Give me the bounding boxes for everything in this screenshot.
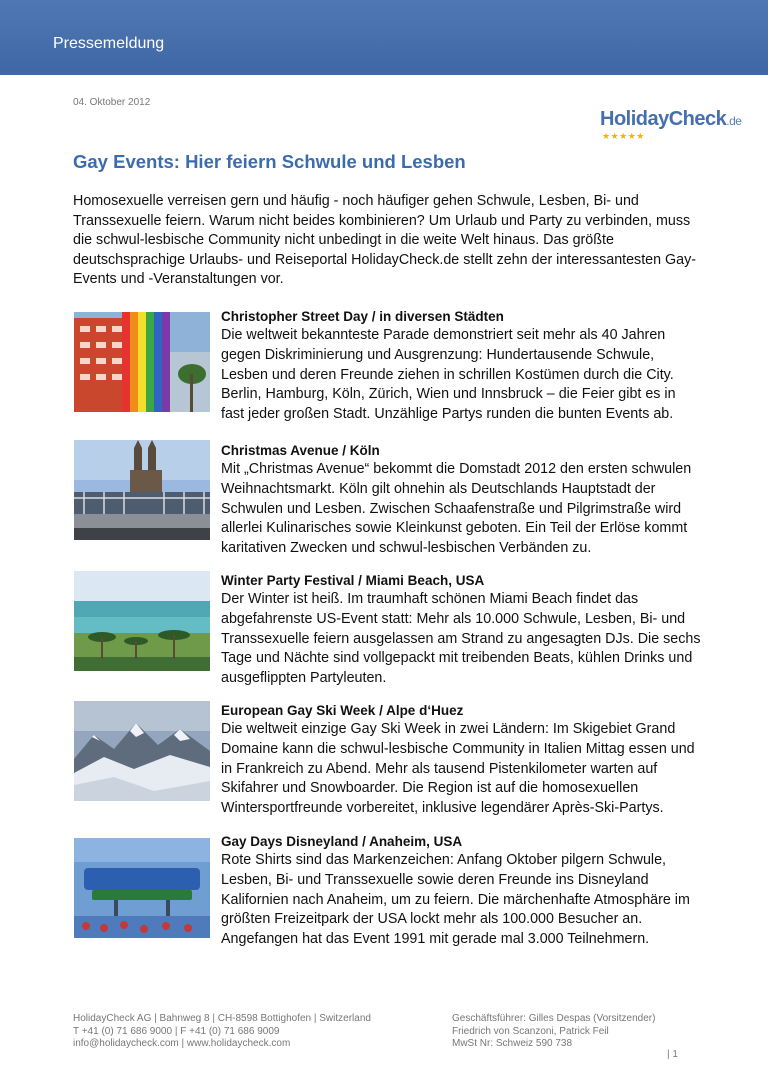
- event-image-alps: [74, 701, 210, 801]
- event-description: Die weltweit einzige Gay Ski Week in zwei Ländern: Im Skigebiet Grand Domaine kann die schwul-lesbische Community in Italien Mittag essen und in Frankreich zu Abend. Mehr als tausend Pistenkilometer warten auf Skifahrer und Snowboarder. Die Region ist auf die homosexuellen Wintersportfreunde vorbereitet, inklusive legendärer Après-Ski-Partys.: [221, 721, 695, 817]
- footer-address: HolidayCheck AG | Bahnweg 8 | CH-8598 Bottighofen | Switzerland: [73, 1013, 371, 1024]
- event-gay-days: [221, 832, 701, 950]
- event-title: Winter Party Festival / Miami Beach, USA: [221, 573, 485, 588]
- page-title: Gay Events: Hier feiern Schwule und Lesben: [73, 151, 466, 172]
- event-description: Der Winter ist heiß. Im traumhaft schönen Miami Beach findet das abgefahrenste US-Event statt: Mehr als 10.000 Schwule, Lesben, Bi- und Transsexuelle feiern ausgelassen am Strand zu angesagten DJs. Die sechs Tage und Nächte sind vollgepackt mit treibenden Beats, kühlen Drinks und ausgeflippten Partyleuten.: [221, 591, 701, 687]
- page-number: | 1: [667, 1049, 678, 1060]
- event-image-csd: [74, 312, 210, 412]
- event-image-miami: [74, 571, 210, 671]
- event-image-disneyland: [74, 838, 210, 938]
- event-title: Christopher Street Day / in diversen Städten: [221, 309, 504, 324]
- logo-wordmark: HolidayCheck.de: [600, 108, 742, 130]
- logo-stars-icon: ★★★★★: [602, 131, 645, 141]
- press-date: 04. Oktober 2012: [73, 97, 151, 108]
- event-ski-week: [221, 701, 701, 819]
- footer-contact: info@holidaycheck.com | www.holidaycheck.com: [73, 1038, 291, 1049]
- footer-management-info: [452, 1013, 655, 1051]
- holidaycheck-logo: [600, 108, 740, 144]
- event-image-cologne: [74, 440, 210, 540]
- event-winter-party: [221, 571, 701, 689]
- footer-vat: MwSt Nr: Schweiz 590 738: [452, 1038, 573, 1049]
- footer-phone: T +41 (0) 71 686 9000 | F +41 (0) 71 686 9009: [73, 1025, 280, 1037]
- header-title: Pressemeldung: [53, 35, 165, 52]
- event-csd: [221, 307, 701, 425]
- event-title: Christmas Avenue / Köln: [221, 443, 380, 458]
- event-description: Die weltweit bekannteste Parade demonstriert seit mehr als 40 Jahren gegen Diskriminierung und Ausgrenzung: Hundertausende Schwule, Lesben und deren Freunde ziehen in schrillen Kostümen durch die City. Berlin, Hamburg, Köln, Zürich, Wien und Innsbruck – die Feier gibt es in fast jeder großen Stadt. Unzählige Partys runden die bunten Events ab.: [221, 327, 676, 423]
- event-title: Gay Days Disneyland / Anaheim, USA: [221, 834, 463, 849]
- footer-company-info: [73, 1013, 371, 1051]
- event-christmas-avenue: [221, 441, 701, 559]
- event-description: Mit „Christmas Avenue“ bekommt die Domstadt 2012 den ersten schwulen Weihnachtsmarkt. Köln gilt ohnehin als Deutschlands Hauptstadt der Schwulen und Lesben. Zwischen Schaafenstraße und Pilgrimstraße wird allerlei Kulinarisches sowie Kleinkunst geboten. Ein Teil der Erlöse kommt karitativen Zwecken und schwul-lesbischen Verbänden zu.: [221, 461, 692, 557]
- event-title: European Gay Ski Week / Alpe d‘Huez: [221, 703, 464, 718]
- footer-board: Friedrich von Scanzoni, Patrick Feil: [452, 1025, 609, 1037]
- intro-paragraph: Homosexuelle verreisen gern und häufig - noch häufiger gehen Schwule, Lesben, Bi- und Transsexuelle feiern. Warum nicht beides kombinieren? Um Urlaub und Party zu verbinden, muss die schwul-lesbische Community nicht unbedingt in die weite Welt hinaus. Das größte deutschsprachige Urlaubs- und Reiseportal HolidayCheck.de stellt zehn der interessantesten Gay-Events und -Veranstaltungen vor.: [73, 193, 697, 288]
- event-description: Rote Shirts sind das Markenzeichen: Anfang Oktober pilgern Schwule, Lesben, Bi- und Transsexuelle sowie deren Freunde ins Disneyland Kalifornien nach Anaheim, um zu feiern. Die märchenhafte Atmosphäre im größten Freizeitpark der USA lockt mehr als 100.000 Besucher an. Angefangen hat das Event 1991 mit gerade mal 3.000 Teilnehmern.: [221, 852, 690, 948]
- footer-ceo: Geschäftsführer: Gilles Despas (Vorsitzender): [452, 1013, 656, 1024]
